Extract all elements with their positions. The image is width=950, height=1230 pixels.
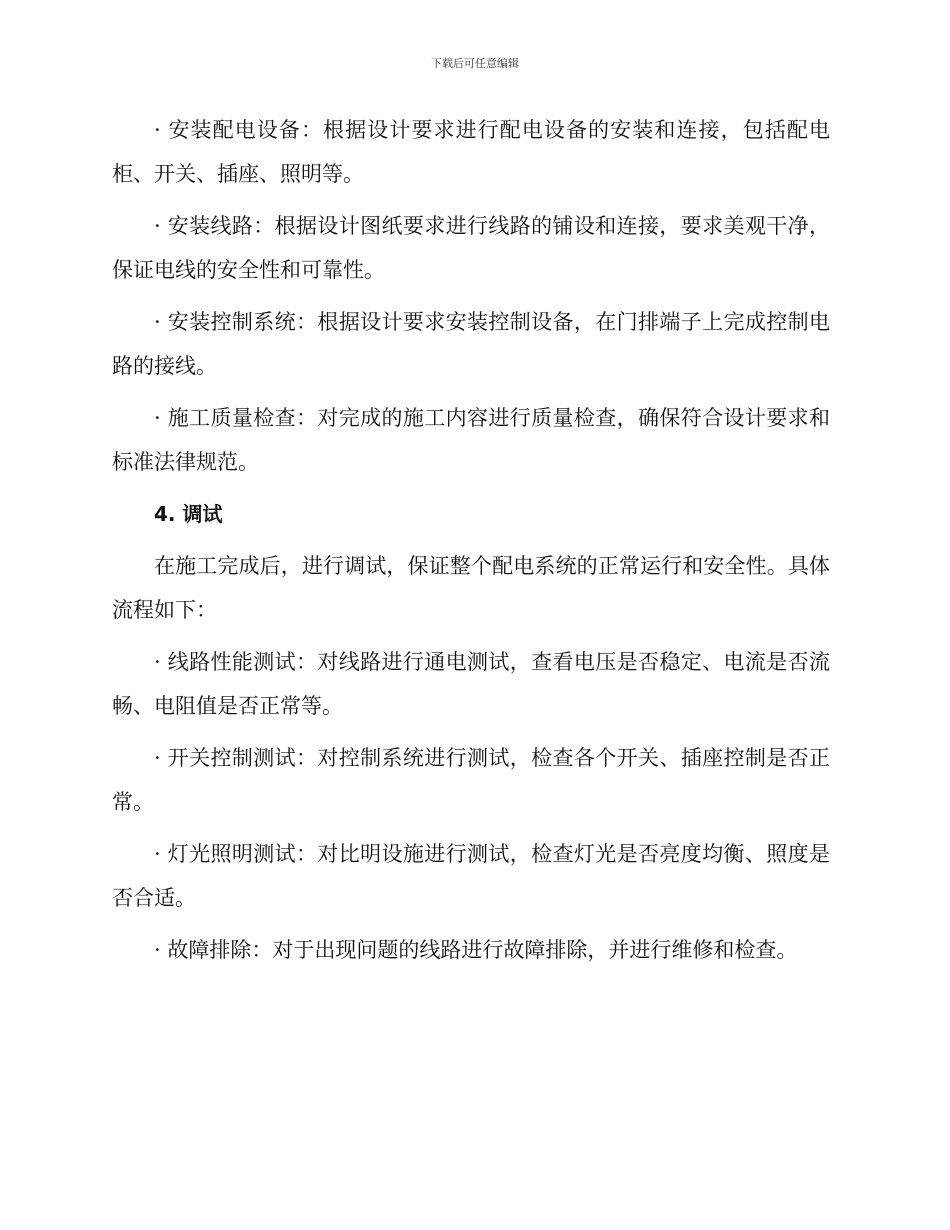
paragraph-quality-check: · 施工质量检查：对完成的施工内容进行质量检查，确保符合设计要求和标准法律规范。 bbox=[112, 406, 830, 474]
paragraph-install-control: · 安装控制系统：根据设计要求安装控制设备，在门排端子上完成控制电路的接线。 bbox=[112, 310, 830, 378]
document-body bbox=[112, 108, 830, 980]
section-heading-debugging: 4. 调试 bbox=[154, 502, 223, 526]
paragraph-line-test: · 线路性能测试：对线路进行通电测试，查看电压是否稳定、电流是否流畅、电阻值是否正常等。 bbox=[112, 650, 830, 718]
paragraph-install-wiring: · 安装线路：根据设计图纸要求进行线路的铺设和连接，要求美观干净，保证电线的安全性和可靠性。 bbox=[112, 214, 830, 282]
paragraph-lighting-test: · 灯光照明测试：对比明设施进行测试，检查灯光是否亮度均衡、照度是否合适。 bbox=[112, 842, 830, 910]
paragraph-troubleshooting: · 故障排除：对于出现问题的线路进行故障排除，并进行维修和检查。 bbox=[154, 938, 798, 962]
paragraph-switch-test: · 开关控制测试：对控制系统进行测试，检查各个开关、插座控制是否正常。 bbox=[112, 746, 830, 814]
paragraph-install-equipment: · 安装配电设备：根据设计要求进行配电设备的安装和连接，包括配电柜、开关、插座、照明等。 bbox=[112, 118, 830, 186]
page-header: 下载后可任意编辑 bbox=[431, 57, 519, 70]
paragraph-debug-intro: 在施工完成后，进行调试，保证整个配电系统的正常运行和安全性。具体流程如下： bbox=[112, 554, 830, 622]
